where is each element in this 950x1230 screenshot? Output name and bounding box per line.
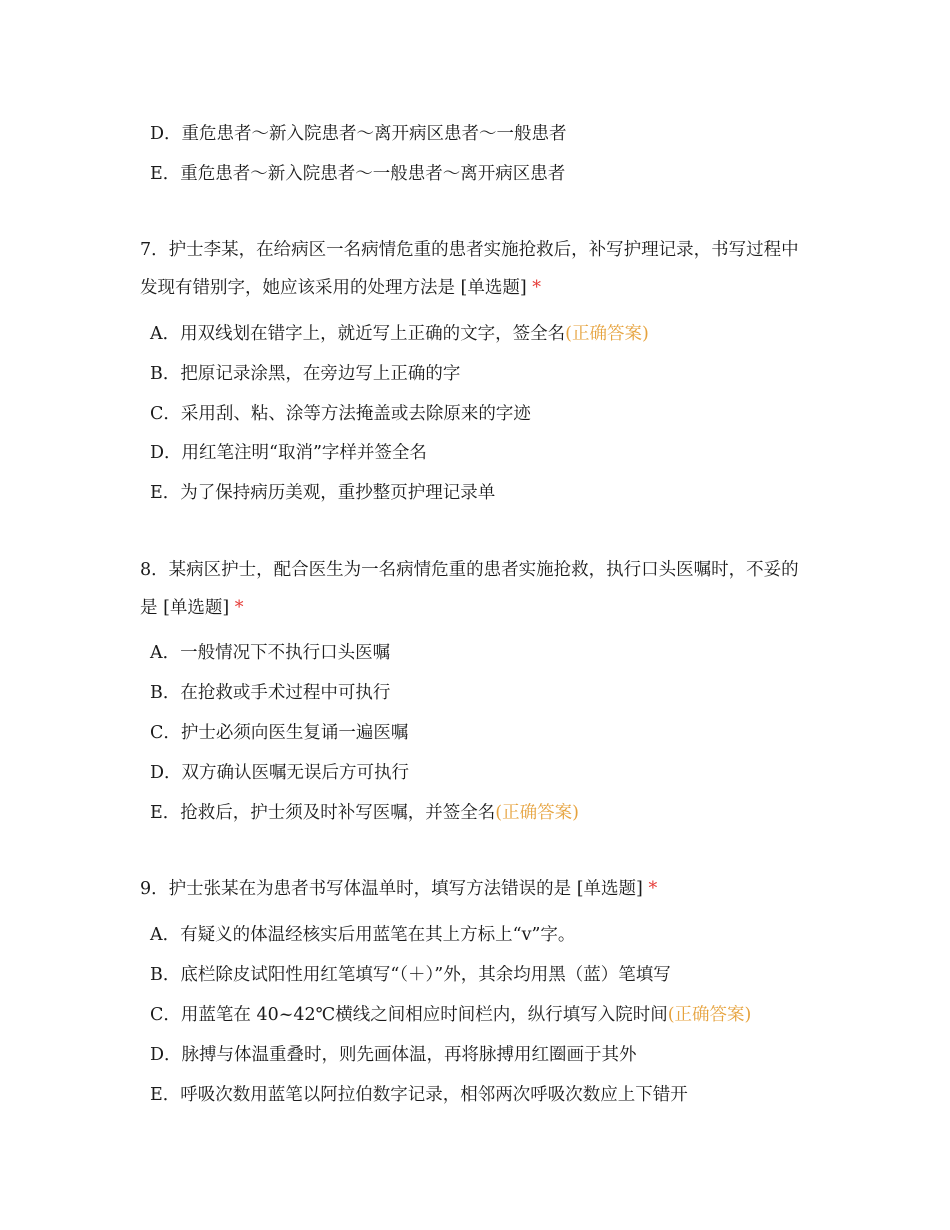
q7-option-c[interactable] bbox=[150, 402, 531, 426]
question-text: 9．护士张某在为患者书写体温单时，填写方法错误的是 [单选题] bbox=[140, 879, 643, 899]
q8-option-c[interactable] bbox=[150, 721, 408, 745]
q8-option-e[interactable] bbox=[150, 801, 579, 825]
q8-option-b[interactable] bbox=[150, 681, 390, 705]
option-text: E．抢救后，护士须及时补写医嘱，并签全名 bbox=[150, 803, 496, 823]
option-text: D．脉搏与体温重叠时，则先画体温，再将脉搏用红圈画于其外 bbox=[150, 1045, 637, 1065]
option-prev-d[interactable] bbox=[150, 122, 567, 146]
q9-option-e[interactable] bbox=[150, 1083, 688, 1107]
option-text: C．用蓝笔在 40~42℃横线之间相应时间栏内，纵行填写入院时间 bbox=[150, 1005, 668, 1025]
option-text: A．用双线划在错字上，就近写上正确的文字，签全名 bbox=[150, 324, 566, 344]
option-text: C．采用刮、粘、涂等方法掩盖或去除原来的字迹 bbox=[150, 404, 531, 424]
question-9 bbox=[140, 870, 805, 908]
option-text: D．重危患者～新入院患者～离开病区患者～一般患者 bbox=[150, 124, 567, 144]
q9-option-a[interactable] bbox=[150, 923, 575, 947]
option-text: E．呼吸次数用蓝笔以阿拉伯数字记录，相邻两次呼吸次数应上下错开 bbox=[150, 1085, 688, 1105]
option-text: E．为了保持病历美观，重抄整页护理记录单 bbox=[150, 483, 496, 503]
option-text: A．一般情况下不执行口头医嘱 bbox=[150, 643, 391, 663]
correct-answer-label: (正确答案) bbox=[495, 803, 579, 823]
option-text: B．在抢救或手术过程中可执行 bbox=[150, 683, 391, 703]
q7-option-d[interactable] bbox=[150, 441, 427, 465]
q9-option-c[interactable] bbox=[150, 1003, 751, 1027]
option-prev-e[interactable] bbox=[150, 162, 565, 186]
q7-option-b[interactable] bbox=[150, 362, 460, 386]
option-text: C．护士必须向医生复诵一遍医嘱 bbox=[150, 723, 409, 743]
correct-answer-label: (正确答案) bbox=[667, 1005, 752, 1025]
option-text: B．把原记录涂黑，在旁边写上正确的字 bbox=[150, 364, 461, 384]
question-text: 7．护士李某，在给病区一名病情危重的患者实施抢救后，补写护理记录，书写过程中发现有错别字，她应该采用的处理方法是 [单选题] bbox=[140, 240, 799, 298]
correct-answer-label: (正确答案) bbox=[565, 324, 649, 344]
q8-option-d[interactable] bbox=[150, 761, 409, 785]
option-text: A．有疑义的体温经核实后用蓝笔在其上方标上“v”字。 bbox=[150, 925, 576, 945]
option-text: D．用红笔注明“取消”字样并签全名 bbox=[150, 443, 427, 463]
option-text: E．重危患者～新入院患者～一般患者～离开病区患者 bbox=[150, 164, 566, 184]
q7-option-a[interactable] bbox=[150, 322, 649, 346]
q9-option-b[interactable] bbox=[150, 963, 671, 987]
question-7 bbox=[140, 231, 805, 307]
question-8 bbox=[140, 551, 805, 627]
q8-option-a[interactable] bbox=[150, 641, 390, 665]
q9-option-d[interactable] bbox=[150, 1043, 637, 1067]
required-mark: * bbox=[234, 598, 244, 618]
option-text: B．底栏除皮试阳性用红笔填写“（＋）”外，其余均用黑（蓝）笔填写 bbox=[150, 965, 671, 985]
required-mark: * bbox=[648, 879, 658, 899]
option-text: D．双方确认医嘱无误后方可执行 bbox=[150, 763, 410, 783]
required-mark: * bbox=[532, 278, 542, 298]
question-text: 8．某病区护士，配合医生为一名病情危重的患者实施抢救，执行口头医嘱时，不妥的是 [单选题] bbox=[140, 560, 799, 618]
q7-option-e[interactable] bbox=[150, 481, 495, 505]
